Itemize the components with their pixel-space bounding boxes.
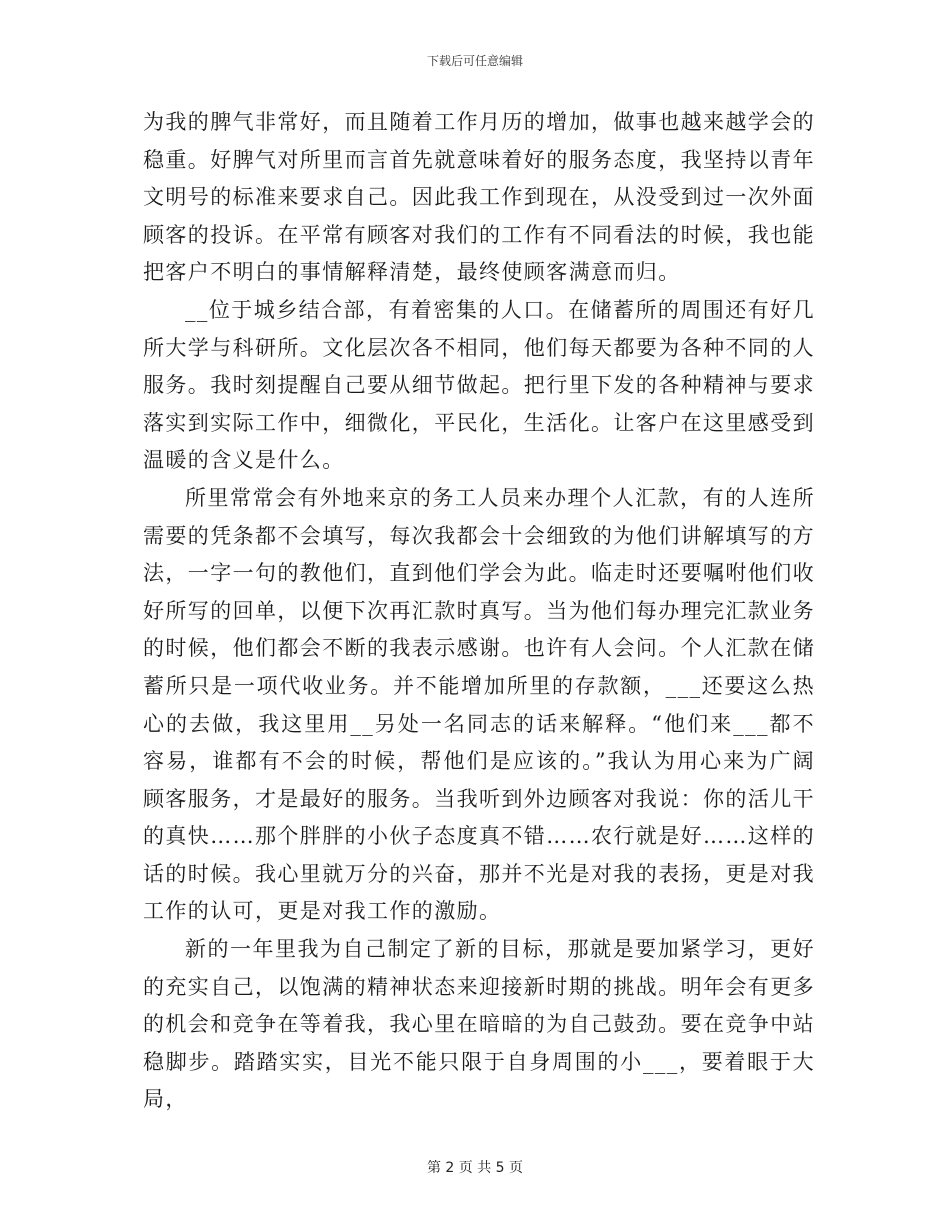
document-body [143,104,815,1119]
page-header: 下载后可任意编辑 [426,54,523,68]
paragraph: 所里常常会有外地来京的务工人员来办理个人汇款，有的人连所需要的凭条都不会填写，每次我都会十会细致的为他们讲解填写的方法，一字一句的教他们，直到他们学会为此。临走时还要嘱咐他们收好所写的回单，以便下次再汇款时真写。当为他们每办理完汇款业务的时候，他们都会不断的我表示感谢。也许有人会问。个人汇款在储蓄所只是一项代收业务。并不能增加所里的存款额，___还要这么热心的去做，我这里用__另处一名同志的话来解释。“他们来___都不容易，谁都有不会的时候，帮他们是应该的。”我认为用心来为广阔顾客服务，才是最好的服务。当我听到外边顾客对我说：你的活儿干的真快……那个胖胖的小伙子态度真不错……农行就是好……这样的话的时候。我心里就万分的兴奋，那并不光是对我的表扬，更是对我工作的认可，更是对我工作的激励。 [143,485,815,924]
paragraph-continuation: 为我的脾气非常好，而且随着工作月历的增加，做事也越来越学会的稳重。好脾气对所里而言首先就意味着好的服务态度，我坚持以青年文明号的标准来要求自己。因此我工作到现在，从没受到过一次外面顾客的投诉。在平常有顾客对我们的工作有不同看法的时候，我也能把客户不明白的事情解释清楚，最终使顾客满意而归。 [143,110,815,285]
page-number: 第 2 页 共 5 页 [426,1160,524,1176]
paragraph: 新的一年里我为自己制定了新的目标，那就是要加紧学习，更好的充实自己，以饱满的精神状态来迎接新时期的挑战。明年会有更多的机会和竞争在等着我，我心里在暗暗的为自己鼓劲。要在竞争中站稳脚步。踏踏实实，目光不能只限于自身周围的小___，要着眼于大局， [143,937,815,1112]
paragraph: __位于城乡结合部，有着密集的人口。在储蓄所的周围还有好几所大学与科研所。文化层次各不相同，他们每天都要为各种不同的人服务。我时刻提醒自己要从细节做起。把行里下发的各种精神与要求落实到实际工作中，细微化，平民化，生活化。让客户在这里感受到温暖的含义是什么。 [143,297,815,473]
